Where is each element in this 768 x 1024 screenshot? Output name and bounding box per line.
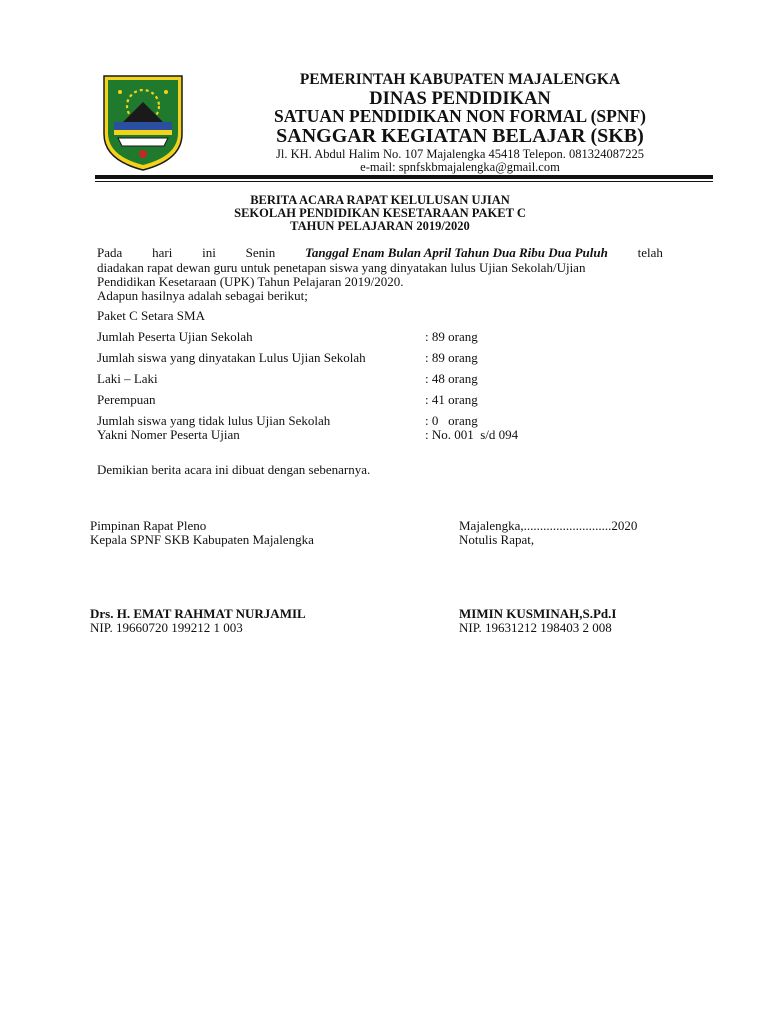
right-signatory-name: MIMIN KUSMINAH,S.Pd.I <box>459 606 617 621</box>
meeting-date-words: Tanggal Enam Bulan April Tahun Dua Ribu Dua Puluh <box>305 245 608 260</box>
intro-word: Senin <box>245 245 276 260</box>
result-value: : 48 orang <box>425 371 478 386</box>
intro-line-4: Adapun hasilnya adalah sebagai berikut; <box>97 288 308 303</box>
result-value: : 0 orang <box>425 413 478 428</box>
intro-word: ini <box>202 245 216 260</box>
intro-line-3: Pendidikan Kesetaraan (UPK) Tahun Pelajaran 2019/2020. <box>97 274 404 289</box>
result-value: : 89 orang <box>425 350 478 365</box>
regency-crest-icon <box>98 72 188 172</box>
right-signatory-role: Notulis Rapat, <box>459 532 535 547</box>
intro-line-1 <box>97 246 663 259</box>
government-name: PEMERINTAH KABUPATEN MAJALENGKA <box>299 71 621 88</box>
signing-place-date: Majalengka,...........................2020 <box>459 518 638 533</box>
letterhead-divider-thin <box>95 181 713 182</box>
result-value: : 41 orang <box>425 392 478 407</box>
left-signatory-nip: NIP. 19660720 199212 1 003 <box>90 620 243 635</box>
result-label: Yakni Nomer Peserta Ujian <box>97 427 240 442</box>
program-name: Paket C Setara SMA <box>97 308 205 323</box>
unit-name: SATUAN PENDIDIKAN NON FORMAL (SPNF) <box>273 106 647 126</box>
document-subtitle: SEKOLAH PENDIDIKAN KESETARAAN PAKET C <box>234 206 526 220</box>
left-signatory-name: Drs. H. EMAT RAHMAT NURJAMIL <box>90 606 306 621</box>
result-value: : 89 orang <box>425 329 478 344</box>
result-label: Laki – Laki <box>97 371 158 386</box>
result-label: Jumlah Peserta Ujian Sekolah <box>97 329 253 344</box>
institution-address: Jl. KH. Abdul Halim No. 107 Majalengka 45418 Telepon. 081324087225 <box>276 147 644 161</box>
left-signatory-position: Kepala SPNF SKB Kabupaten Majalengka <box>90 532 314 547</box>
result-label: Perempuan <box>97 392 156 407</box>
academic-year: TAHUN PELAJARAN 2019/2020 <box>290 219 470 233</box>
intro-word: Pada <box>97 245 123 260</box>
result-label: Jumlah siswa yang dinyatakan Lulus Ujian Sekolah <box>97 350 366 365</box>
document-title: BERITA ACARA RAPAT KELULUSAN UJIAN <box>250 193 510 207</box>
department-name: DINAS PENDIDIKAN <box>369 89 551 109</box>
institution-email: e-mail: spnfskbmajalengka@gmail.com <box>360 160 560 174</box>
left-signatory-role: Pimpinan Rapat Pleno <box>90 518 207 533</box>
right-signatory-nip: NIP. 19631212 198403 2 008 <box>459 620 612 635</box>
result-value: : No. 001 s/d 094 <box>425 427 519 442</box>
letterhead-divider <box>95 175 713 179</box>
intro-word: hari <box>152 245 173 260</box>
institution-name: SANGGAR KEGIATAN BELAJAR (SKB) <box>276 125 644 147</box>
intro-word: telah <box>637 245 663 260</box>
intro-line-2: diadakan rapat dewan guru untuk penetapan siswa yang dinyatakan lulus Ujian Sekolah/Ujian <box>97 260 586 275</box>
result-label: Jumlah siswa yang tidak lulus Ujian Sekolah <box>97 413 331 428</box>
closing-statement: Demikian berita acara ini dibuat dengan sebenarnya. <box>97 462 371 477</box>
